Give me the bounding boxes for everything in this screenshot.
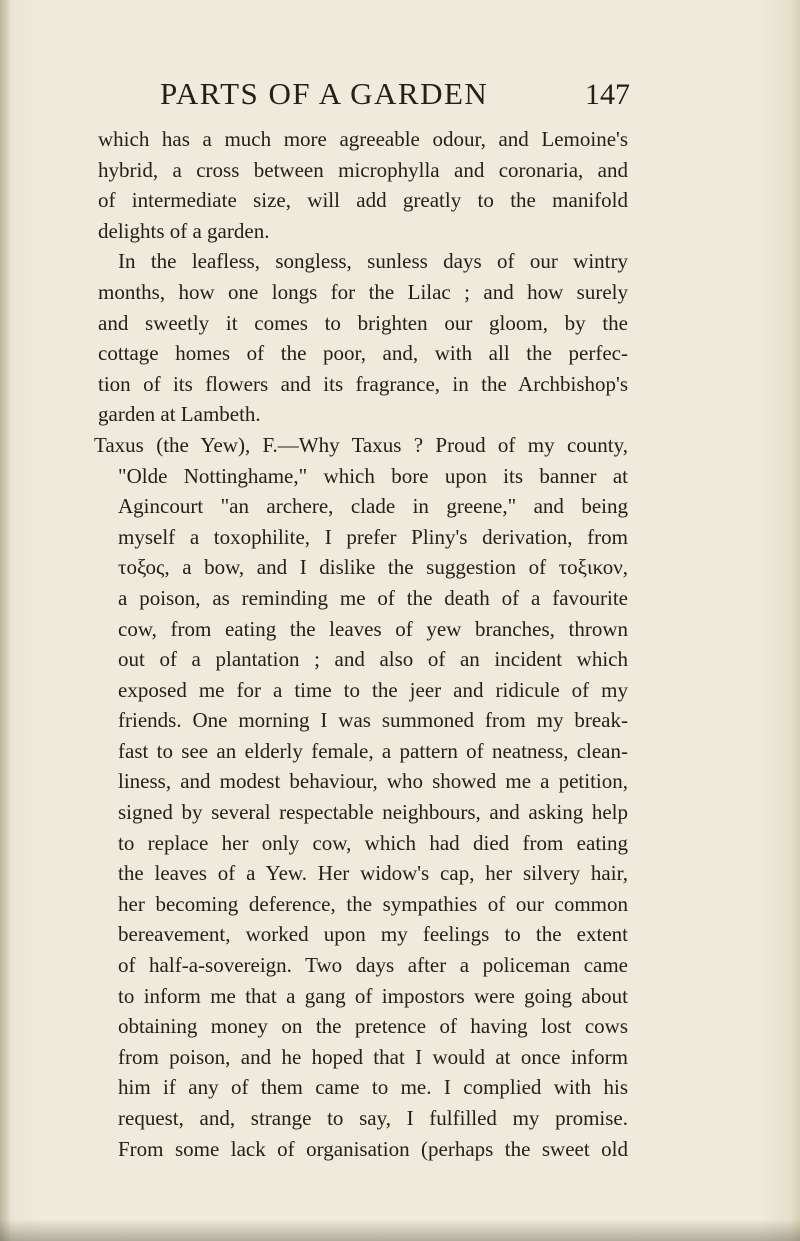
text-line: request, and, strange to say, I fulfilled my promise. [118,1106,628,1130]
text-line: garden at Lambeth. [98,402,261,427]
text-line: and sweetly it comes to brighten our gloom, by the [98,310,628,335]
text-line: to inform me that a gang of impostors were going about [118,983,628,1008]
page-left-edge [0,0,10,1241]
text-line: of half-a-sovereign. Two days after a policeman came [118,953,628,978]
text-line: friends. One morning I was summoned from my break- [118,708,628,733]
text-line: Agincourt "an archere, clade in greene," and being [118,494,628,519]
text-line: bereavement, worked upon my feelings to the extent [118,922,628,947]
text-line: tion of its flowers and its fragrance, in the Archbishop's [98,371,628,396]
text-line: of intermediate size, will add greatly to the manifold [98,188,628,213]
text-line: from poison, and he hoped that I would at once inform [118,1044,628,1069]
text-line: obtaining money on the pretence of having lost cows [118,1014,628,1039]
text-line: Taxus (the Yew), F.—Why Taxus ? Proud of my county, [94,432,628,457]
text-line: liness, and modest behaviour, who showed me a petition, [118,769,628,794]
body-text [94,124,628,1164]
text-line: the leaves of a Yew. Her widow's cap, her silvery hair, [118,861,628,886]
text-line: cow, from eating the leaves of yew branches, thrown [118,616,628,641]
text-line: her becoming deference, the sympathies of our common [118,891,628,916]
page-bottom-edge [0,1219,800,1241]
text-line: which has a much more agreeable odour, and Lemoine's [98,127,628,151]
page-number: 147 [585,78,630,111]
text-line: myself a toxophilite, I prefer Pliny's derivation, from [118,524,628,549]
text-line: delights of a garden. [98,218,270,243]
page-header [160,76,630,116]
text-line: signed by several respectable neighbours, and asking help [118,800,628,825]
text-line: In the leafless, songless, sunless days of our wintry [118,249,628,274]
text-line: "Olde Nottinghame," which bore upon its banner at [118,463,628,488]
text-line: to replace her only cow, which had died from eating [118,830,628,855]
text-line: exposed me for a time to the jeer and ridicule of my [118,677,628,702]
running-title: PARTS OF A GARDEN [160,76,489,111]
text-line: fast to see an elderly female, a pattern of neatness, clean- [118,738,628,763]
text-line: cottage homes of the poor, and, with all the perfec- [98,341,628,366]
text-line: From some lack of organisation (perhaps the sweet old [118,1136,628,1161]
text-line: him if any of them came to me. I complied with his [118,1075,628,1100]
text-line: months, how one longs for the Lilac ; and how surely [98,279,628,304]
text-line: a poison, as reminding me of the death of a favourite [118,585,628,610]
text-line: hybrid, a cross between microphylla and coronaria, and [98,157,628,182]
text-line: out of a plantation ; and also of an incident which [118,647,628,672]
text-line: τοξος, a bow, and I dislike the suggestion of τοξικον, [118,555,628,580]
